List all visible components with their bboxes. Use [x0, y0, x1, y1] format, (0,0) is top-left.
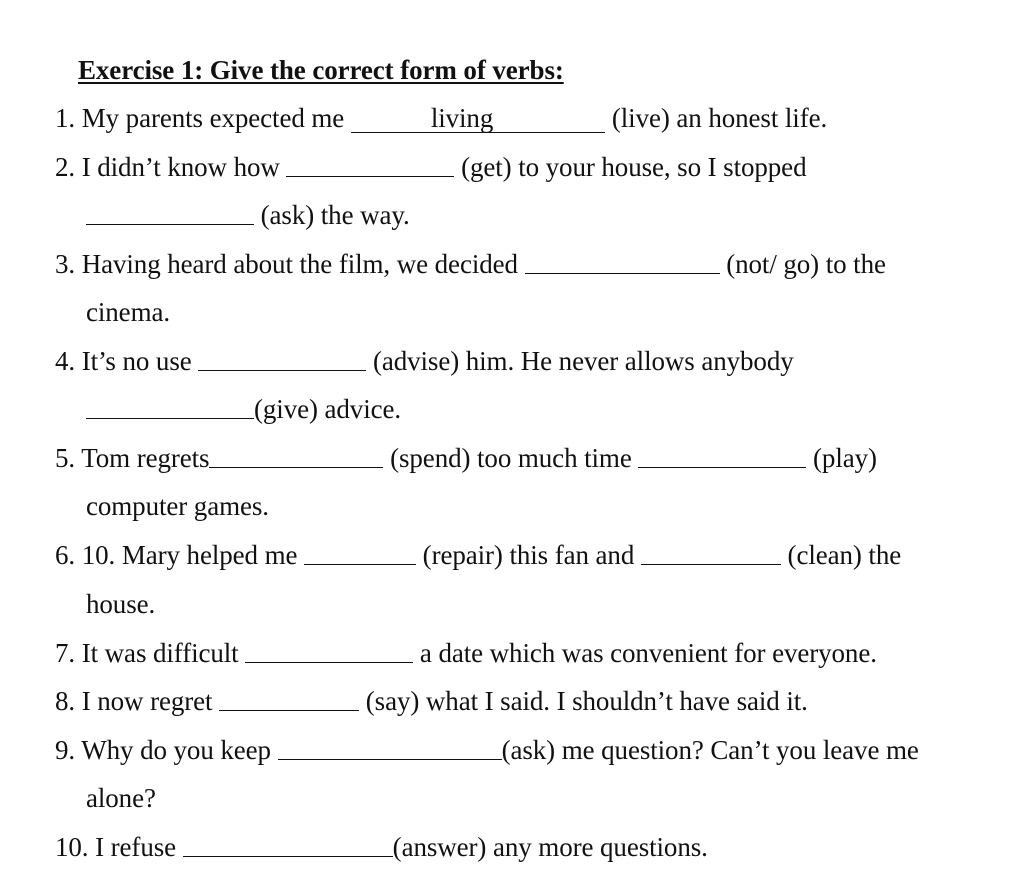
answer-blank[interactable] [86, 394, 254, 419]
question-3-continued [86, 296, 170, 328]
question-6 [55, 539, 901, 571]
question-text: (play) [813, 443, 877, 473]
question-number: 5. [55, 443, 76, 473]
question-number: 6. [55, 540, 76, 570]
answer-blank[interactable] [219, 686, 359, 711]
question-7 [55, 637, 877, 669]
question-number: 8. [55, 686, 76, 716]
question-9 [55, 734, 919, 766]
question-text: (live) an honest life. [611, 103, 828, 133]
answer-blank[interactable] [638, 443, 806, 468]
question-text: (give) advice. [254, 394, 402, 424]
question-number: 10. [55, 832, 89, 862]
question-text: (advise) him. He never allows anybody [372, 346, 794, 376]
question-text: I didn’t know how [81, 152, 280, 182]
answer-blank[interactable] [304, 540, 416, 565]
question-text: computer games. [86, 491, 269, 521]
question-text: (ask) the way. [260, 200, 410, 230]
question-text: I refuse [95, 832, 177, 862]
answer-blank[interactable] [245, 638, 413, 663]
question-text: cinema. [86, 297, 171, 327]
question-2-continued [86, 199, 410, 231]
question-text: alone? [86, 783, 156, 813]
question-4 [55, 345, 794, 377]
question-number: 9. [55, 735, 76, 765]
answer-blank[interactable] [525, 249, 720, 274]
question-text: Tom regrets [81, 443, 210, 473]
question-1 [55, 102, 827, 134]
question-text: (ask) me question? Can’t you leave me [501, 735, 919, 765]
question-text: (spend) too much time [390, 443, 632, 473]
question-text: (answer) any more questions. [392, 832, 708, 862]
answer-blank[interactable] [183, 832, 393, 857]
answer-text: living [430, 103, 494, 133]
answer-blank[interactable] [86, 200, 254, 225]
question-6-continued [86, 588, 155, 620]
question-10 [55, 831, 708, 863]
answer-blank[interactable] [641, 540, 781, 565]
question-number: 3. [55, 249, 76, 279]
question-text: (get) to your house, so I stopped [461, 152, 807, 182]
question-text: I now regret [81, 686, 213, 716]
question-text: My parents expected me [81, 103, 345, 133]
question-8 [55, 685, 808, 717]
answer-blank[interactable] [278, 735, 502, 760]
question-text: Having heard about the film, we decided [81, 249, 518, 279]
question-text: (not/ go) to the [726, 249, 886, 279]
question-number: 4. [55, 346, 76, 376]
answer-blank[interactable] [286, 152, 454, 177]
question-9-continued [86, 782, 156, 814]
question-text: a date which was convenient for everyone. [419, 638, 877, 668]
answer-blank[interactable] [209, 443, 383, 468]
question-number: 1. [55, 103, 76, 133]
question-4-continued [86, 393, 401, 425]
question-number: 7. [55, 638, 76, 668]
question-5-continued [86, 490, 269, 522]
exercise-title: Exercise 1: Give the correct form of verbs: [78, 55, 564, 85]
question-3 [55, 248, 886, 280]
question-5 [55, 442, 877, 474]
question-number: 2. [55, 152, 76, 182]
answer-blank[interactable] [351, 104, 605, 133]
question-text: (clean) the [787, 540, 902, 570]
question-text: house. [86, 589, 156, 619]
question-text: (say) what I said. I shouldn’t have said it. [365, 686, 808, 716]
answer-blank[interactable] [198, 346, 366, 371]
question-text: Why do you keep [81, 735, 271, 765]
question-text: It was difficult [81, 638, 239, 668]
question-2 [55, 151, 806, 183]
question-text: It’s no use [81, 346, 192, 376]
question-text: (repair) this fan and [422, 540, 635, 570]
question-text: 10. Mary helped me [81, 540, 298, 570]
